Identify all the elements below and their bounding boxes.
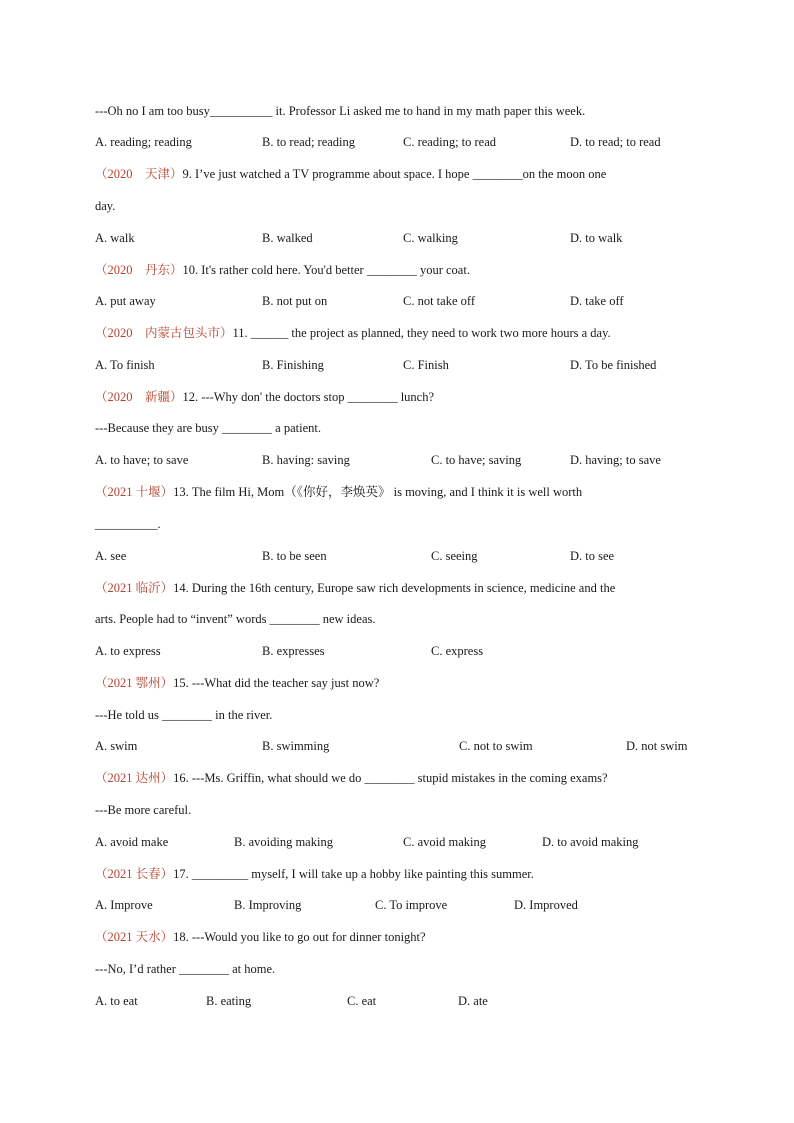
question-text: 12. ---Why don' the doctors stop ________ lunch?	[182, 390, 435, 404]
answer-option: A. to have; to save	[95, 453, 189, 467]
question-text: ---He told us ________ in the river.	[95, 708, 273, 722]
text-line	[95, 101, 700, 121]
answer-option: B. eating	[206, 994, 252, 1008]
question-source: （2020 丹东）	[95, 263, 183, 277]
answer-option: C. reading; to read	[403, 135, 497, 149]
options-row	[0, 291, 794, 311]
options-row	[0, 355, 794, 375]
options-row	[0, 450, 794, 470]
question-text: ---Oh no I am too busy__________ it. Professor Li asked me to hand in my math paper this week.	[95, 104, 586, 118]
answer-option: A. swim	[95, 739, 138, 753]
answer-option: B. expresses	[262, 644, 325, 658]
answer-option: A. put away	[95, 294, 156, 308]
question-line	[95, 260, 700, 280]
answer-option: C. express	[431, 644, 484, 658]
question-text: 18. ---Would you like to go out for dinner tonight?	[173, 930, 426, 944]
question-line	[95, 927, 700, 947]
options-row	[0, 736, 794, 756]
answer-option: B. to read; reading	[262, 135, 356, 149]
answer-option: C. eat	[347, 994, 377, 1008]
answer-option: A. To finish	[95, 358, 155, 372]
answer-option: D. ate	[458, 994, 488, 1008]
answer-option: A. to eat	[95, 994, 138, 1008]
answer-option: D. not swim	[626, 739, 688, 753]
question-source: （2021 达州）	[95, 771, 174, 785]
answer-option: B. Improving	[234, 898, 302, 912]
answer-option: C. walking	[403, 231, 458, 245]
question-text: 17. _________ myself, I will take up a hobby like painting this summer.	[173, 867, 534, 881]
text-line	[95, 196, 700, 216]
options-row	[0, 991, 794, 1011]
answer-option: D. having; to save	[570, 453, 661, 467]
question-text: 15. ---What did the teacher say just now?	[173, 676, 380, 690]
answer-option: C. Finish	[403, 358, 449, 372]
answer-option: D. Improved	[514, 898, 578, 912]
answer-option: B. walked	[262, 231, 313, 245]
options-row	[0, 641, 794, 661]
answer-option: B. Finishing	[262, 358, 324, 372]
answer-option: C. avoid making	[403, 835, 486, 849]
question-line	[95, 864, 700, 884]
answer-option: B. avoiding making	[234, 835, 333, 849]
question-line	[95, 578, 700, 598]
answer-option: A. to express	[95, 644, 161, 658]
question-text: ---Because they are busy ________ a patient.	[95, 421, 321, 435]
question-text: arts. People had to “invent” words ________ new ideas.	[95, 612, 376, 626]
answer-option: A. reading; reading	[95, 135, 192, 149]
answer-option: B. having: saving	[262, 453, 350, 467]
question-line	[95, 323, 700, 343]
question-source: （2020 内蒙古包头市）	[95, 326, 233, 340]
options-row	[0, 546, 794, 566]
answer-option: C. not take off	[403, 294, 475, 308]
question-source: （2020 天津）	[95, 167, 183, 181]
answer-option: D. to read; to read	[570, 135, 661, 149]
question-source: （2021 临沂）	[95, 581, 174, 595]
answer-option: B. swimming	[262, 739, 330, 753]
answer-option: A. avoid make	[95, 835, 169, 849]
answer-option: D. to avoid making	[542, 835, 639, 849]
question-line	[95, 387, 700, 407]
question-source: （2021 鄂州）	[95, 676, 174, 690]
question-text: 16. ---Ms. Griffin, what should we do ________ stupid mistakes in the coming exams?	[173, 771, 608, 785]
question-text: 13. The film Hi, Mom（《你好，李焕英》 is moving, and I think it is well worth	[173, 485, 583, 499]
answer-option: C. seeing	[431, 549, 478, 563]
question-text: 10. It's rather cold here. You'd better ________ your coat.	[182, 263, 470, 277]
question-line	[95, 482, 700, 502]
question-text: day.	[95, 199, 116, 213]
answer-option: A. Improve	[95, 898, 153, 912]
text-line	[95, 609, 700, 629]
question-text: 9. I’ve just watched a TV programme about space. I hope ________on the moon one	[182, 167, 607, 181]
options-row	[0, 895, 794, 915]
text-line	[95, 959, 700, 979]
question-text: 14. During the 16th century, Europe saw rich developments in science, medicine and the	[173, 581, 616, 595]
options-row	[0, 132, 794, 152]
question-source: （2020 新疆）	[95, 390, 183, 404]
answer-option: A. walk	[95, 231, 135, 245]
answer-option: D. to see	[570, 549, 615, 563]
answer-option: C. To improve	[375, 898, 448, 912]
question-line	[95, 673, 700, 693]
answer-option: C. to have; saving	[431, 453, 522, 467]
question-source: （2021 天水）	[95, 930, 174, 944]
question-source: （2021 长春）	[95, 867, 174, 881]
text-line	[95, 800, 700, 820]
text-line	[95, 514, 700, 534]
answer-option: D. to walk	[570, 231, 623, 245]
answer-option: C. not to swim	[459, 739, 533, 753]
options-row	[0, 228, 794, 248]
answer-option: D. To be finished	[570, 358, 657, 372]
question-line	[95, 164, 700, 184]
question-text: ---Be more careful.	[95, 803, 192, 817]
question-line	[95, 768, 700, 788]
answer-option: D. take off	[570, 294, 624, 308]
question-text: ---No, I’d rather ________ at home.	[95, 962, 276, 976]
question-text: 11. ______ the project as planned, they need to work two more hours a day.	[232, 326, 611, 340]
answer-option: B. to be seen	[262, 549, 327, 563]
answer-option: B. not put on	[262, 294, 328, 308]
question-source: （2021 十堰）	[95, 485, 174, 499]
text-line	[95, 705, 700, 725]
question-text: __________.	[95, 517, 161, 531]
options-row	[0, 832, 794, 852]
answer-option: A. see	[95, 549, 127, 563]
text-line	[95, 418, 700, 438]
